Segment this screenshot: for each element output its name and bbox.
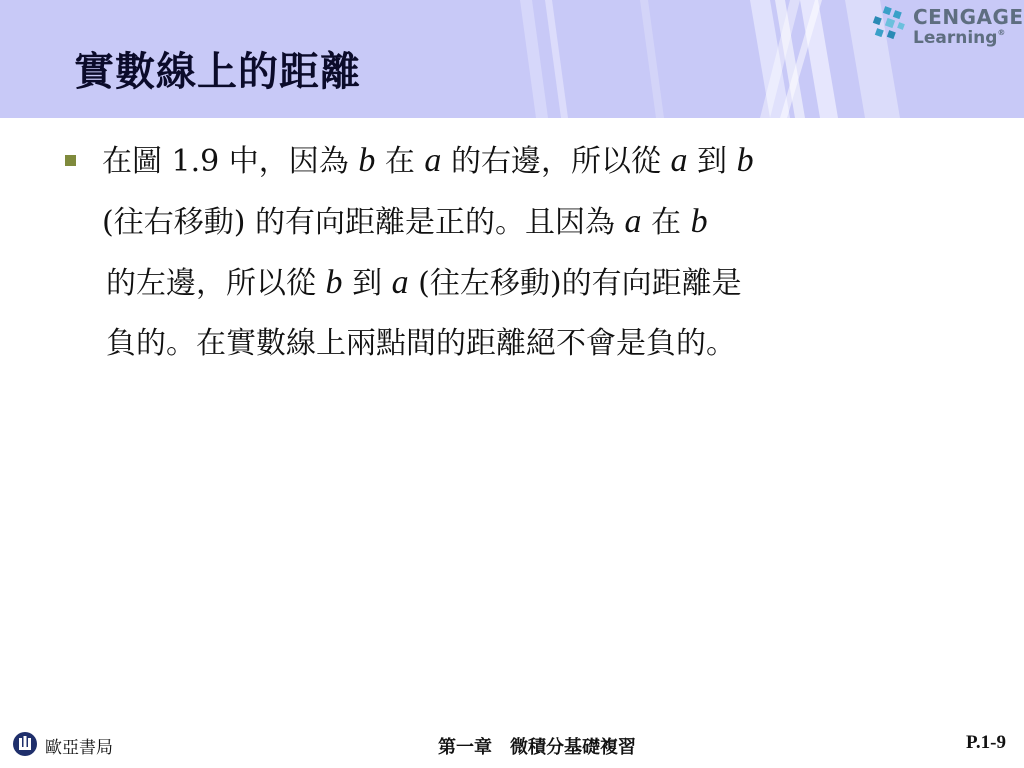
math-var: b [736, 142, 754, 179]
text-run: (往右移動) 的有向距離是正的。且因為 [102, 205, 625, 240]
slide-title: 實數線上的距離 [74, 48, 361, 95]
body-paragraph [102, 131, 942, 374]
learning-word: Learning [913, 28, 998, 48]
cengage-brand-text: CENGAGE [913, 5, 1024, 29]
math-var: a [424, 142, 442, 179]
text-run: 在 [641, 205, 691, 240]
page-number: P.1-9 [966, 732, 1006, 753]
text-run: 的右邊，所以從 [441, 144, 671, 179]
math-var: a [391, 264, 409, 301]
body-line-1 [102, 131, 942, 192]
text-run: (往左移動)的有向距離是 [408, 266, 742, 301]
cengage-learning-text [913, 28, 1005, 48]
cengage-logo [868, 3, 1024, 53]
header-banner [0, 0, 1024, 118]
math-var: a [624, 203, 642, 240]
text-run: 的左邊，所以從 [106, 266, 326, 301]
math-var: b [358, 142, 376, 179]
body-line-4: 負的。在實數線上兩點間的距離絕不會是負的。 [106, 326, 736, 361]
body-line-2 [102, 192, 942, 253]
math-var: a [670, 142, 688, 179]
bullet-square-icon [65, 155, 76, 166]
math-var: b [325, 264, 343, 301]
publisher-name: 歐亞書局 [45, 738, 113, 758]
publisher-logo-icon [12, 731, 38, 757]
body-line-3 [102, 253, 942, 314]
registered-mark: ® [997, 28, 1006, 37]
math-var: b [690, 203, 708, 240]
text-run: 到 [687, 144, 737, 179]
cengage-logo-icon [868, 5, 910, 47]
text-run: 到 [342, 266, 392, 301]
text-run: 在 [375, 144, 425, 179]
text-run: 在圖 1.9 中，因為 [102, 144, 359, 179]
chapter-title: 第一章 微積分基礎複習 [438, 737, 636, 758]
